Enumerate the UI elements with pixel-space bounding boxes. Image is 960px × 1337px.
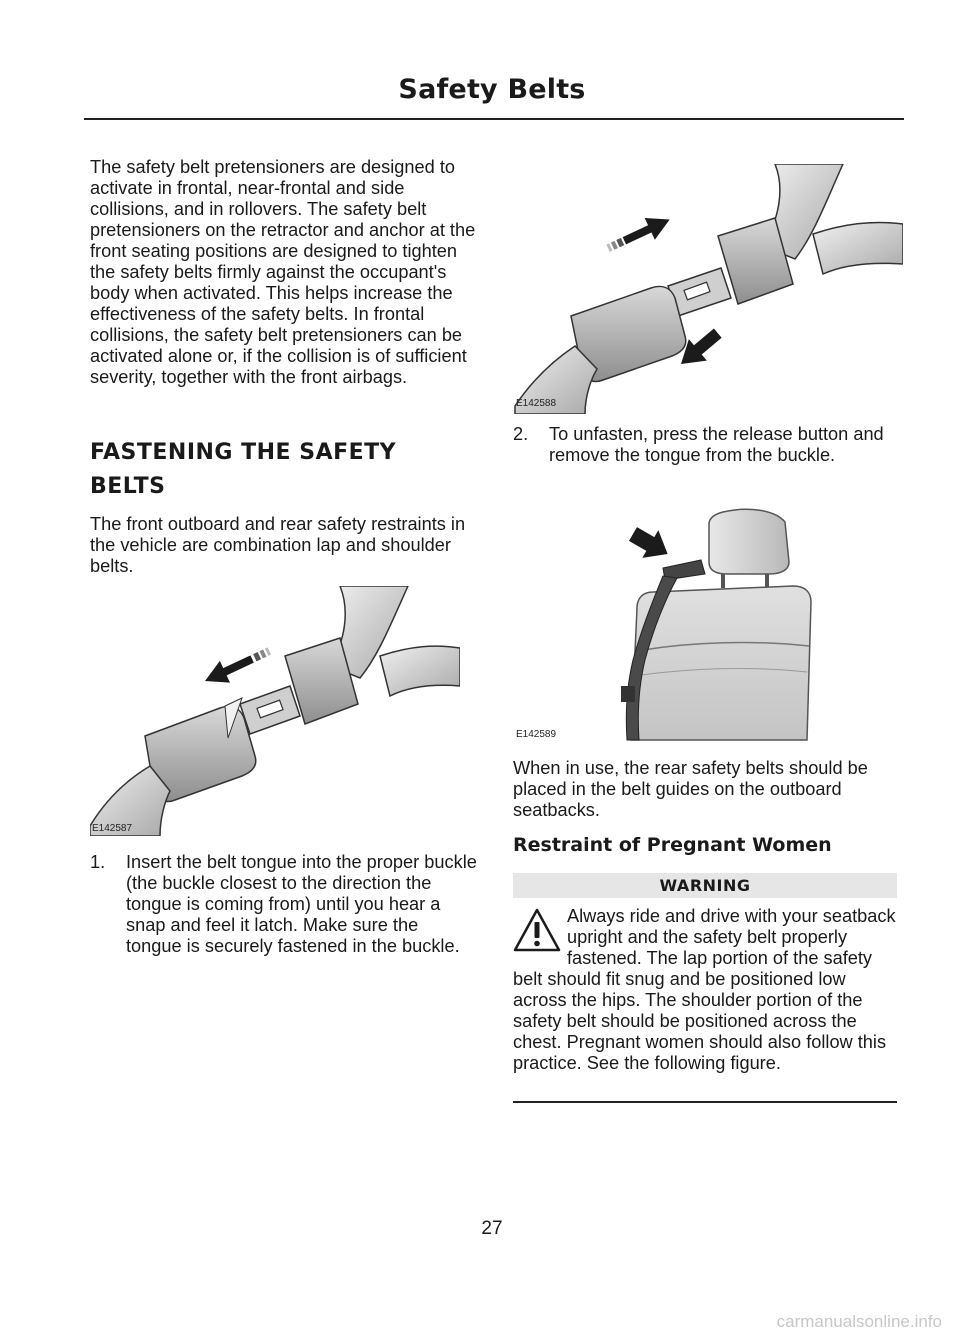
step-1 xyxy=(90,852,478,957)
restraint-paragraph: The front outboard and rear safety restraints in the vehicle are combination lap and shoulder belts. xyxy=(90,514,466,576)
figure-label: E142587 xyxy=(92,823,133,834)
section-heading-line-1: FASTENING THE SAFETY xyxy=(90,440,397,465)
figure-release-button xyxy=(513,164,903,414)
rear-belt-paragraph: When in use, the rear safety belts should be placed in the belt guides on the outboard seatbacks. xyxy=(513,758,868,820)
warning-title: WARNING xyxy=(513,873,897,898)
step-2 xyxy=(513,424,897,466)
page-title: Safety Belts xyxy=(398,74,586,105)
step-2-number: 2. xyxy=(513,424,529,444)
step-1-text: Insert the belt tongue into the proper buckle (the buckle closest to the direction the tongue is coming from) until you hear a snap and feel it latch. Make sure the tongue is securely fastened in the buckle. xyxy=(126,852,477,956)
warning-text: Always ride and drive with your seatback upright and the safety belt properly fastened. The lap portion of the safety belt should fit snug and be positioned low across the hips. The shoulder portion of the safety belt should be positioned across the chest. Pregnant women should also follow this practice. See the following figure. xyxy=(513,906,896,1073)
buckle-release-illustration xyxy=(513,164,903,414)
step-2-text: To unfasten, press the release button and remove the tongue from the buckle. xyxy=(549,424,884,465)
buckle-insert-illustration xyxy=(90,586,460,836)
page-number: 27 xyxy=(481,1218,503,1239)
figure-rear-belt-guide xyxy=(513,500,843,745)
warning-triangle-icon xyxy=(513,908,561,952)
watermark: carmanualsonline.info xyxy=(776,1312,942,1331)
section-heading-line-2: BELTS xyxy=(90,474,166,499)
figure-1-label: E142588 xyxy=(516,398,557,409)
subheading-text: Restraint of Pregnant Women xyxy=(513,834,832,856)
rear-seat-illustration xyxy=(513,500,843,745)
subheading xyxy=(513,835,897,856)
intro-paragraph: The safety belt pretensioners are designed to activate in frontal, near-frontal and side collisions, and in rollovers. The safety belt pretensioners on the retractor and anchor at the front seating positions are designed to tighten the safety belts firmly against the occupant's body when activated. This helps increase the effectiveness of the safety belts. In frontal collisions, the safety belt pretensioners can be activated alone or, if the collision is of sufficient severity, together with the front airbags. xyxy=(90,157,476,387)
warning-body xyxy=(513,906,897,1074)
header-divider xyxy=(84,118,904,120)
section-heading xyxy=(90,436,478,504)
figure-insert-tongue xyxy=(90,586,460,836)
warning-end-rule xyxy=(513,1101,897,1103)
step-1-number: 1. xyxy=(90,852,106,872)
figure-2-label: E142589 xyxy=(516,729,557,740)
